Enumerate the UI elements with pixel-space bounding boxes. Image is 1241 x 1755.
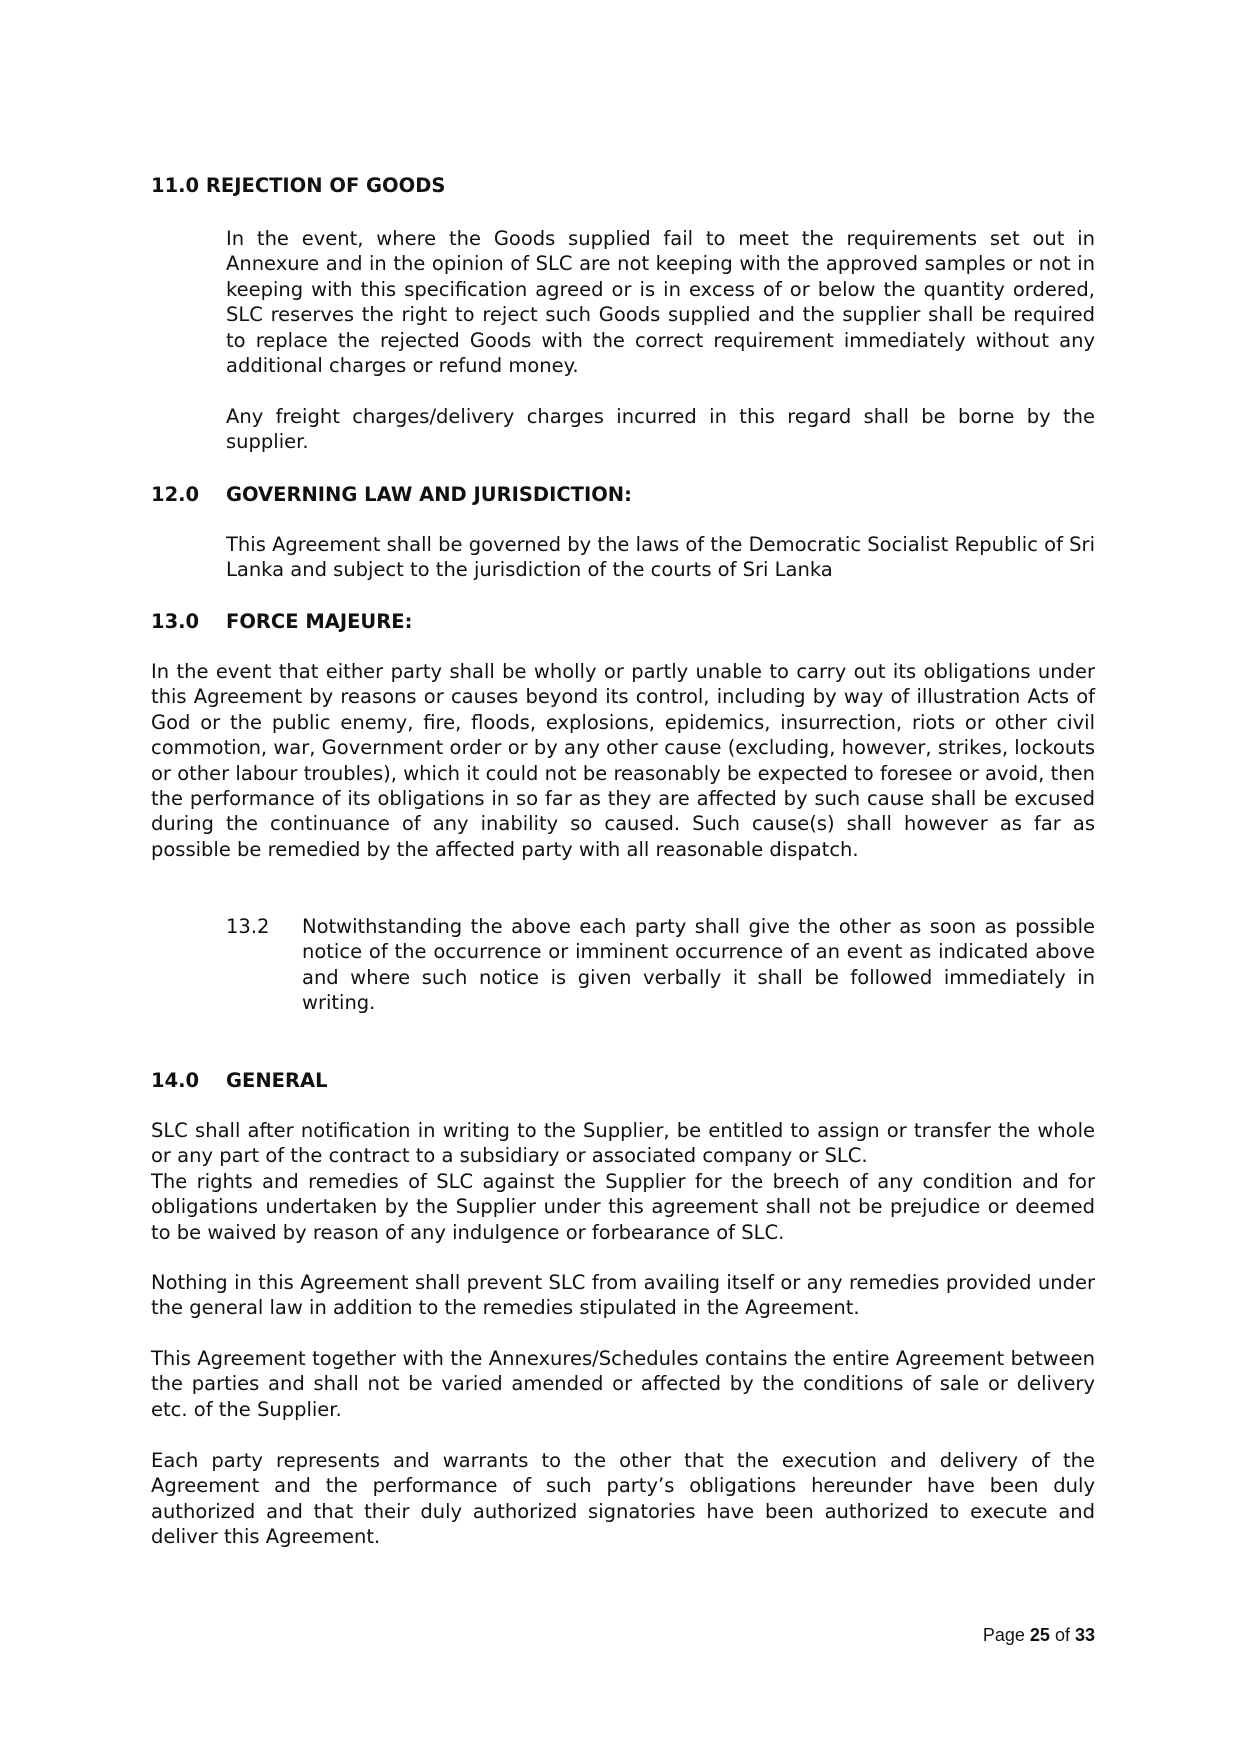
section-12-paragraph-1: This Agreement shall be governed by the laws of the Democratic Socialist Republic of Sri Lanka and subject to the jurisdiction of the courts of Sri Lanka — [226, 533, 1095, 582]
section-14-paragraph-4: Each party represents and warrants to the other that the execution and delivery of the Agreement and the performance of such party’s obligations hereunder have been duly authorized and that their duly authorized signatories have been authorized to execute and deliver this Agreement. — [151, 1449, 1095, 1549]
section-11-paragraph-2: Any freight charges/delivery charges incurred in this regard shall be borne by the supplier. — [226, 405, 1095, 454]
section-14-paragraph-1b: The rights and remedies of SLC against the Supplier for the breech of any condition and for obligations undertaken by the Supplier under this agreement shall not be prejudice or deemed to be waived by reason of any indulgence or forbearance of SLC. — [151, 1170, 1095, 1244]
page-number-footer — [983, 1623, 1095, 1648]
section-11-paragraph-1: In the event, where the Goods supplied fail to meet the requirements set out in Annexure and in the opinion of SLC are not keeping with the approved samples or not in keeping with this specification agreed or is in excess of or below the quantity ordered, SLC reserves the right to reject such Goods supplied and the supplier shall be required to replace the rejected Goods with the correct requirement immediately without any additional charges or refund money. — [226, 227, 1095, 378]
section-14-heading — [151, 1068, 328, 1093]
section-13-paragraph-1: In the event that either party shall be wholly or partly unable to carry out its obligations under this Agreement by reasons or causes beyond its control, including by way of illustration Acts of God or the public enemy, fire, floods, explosions, epidemics, insurrection, riots or other civil commotion, war, Government order or by any other cause (excluding, however, strikes, lockouts or other labour troubles), which it could not be reasonably be expected to foresee or avoid, then the performance of its obligations in so far as they are affected by such cause shall be excused during the continuance of any inability so caused. Such cause(s) shall however as far as possible be remedied by the affected party with all reasonable dispatch. — [151, 660, 1095, 861]
section-14-paragraph-2: Nothing in this Agreement shall prevent SLC from availing itself or any remedies provided under the general law in addition to the remedies stipulated in the Agreement. — [151, 1271, 1095, 1320]
section-13-number: 13.0 — [151, 610, 200, 633]
footer-page-word: Page — [982, 1625, 1025, 1645]
section-13-title: FORCE MAJEURE: — [226, 610, 413, 633]
section-14-paragraph-1a: SLC shall after notification in writing to the Supplier, be entitled to assign or transfer the whole or any part of the contract to a subsidiary or associated company or SLC. — [151, 1119, 1095, 1168]
section-14-number: 14.0 — [151, 1069, 200, 1092]
footer-current-page: 25 — [1029, 1625, 1050, 1645]
clause-13-2-text: Notwithstanding the above each party shall give the other as soon as possible notice of the occurrence or imminent occurrence of an event as indicated above and where such notice is given verbally it shall be followed immediately in writing. — [302, 915, 1095, 1015]
section-14-title: GENERAL — [226, 1069, 328, 1092]
section-12-heading — [151, 482, 632, 507]
section-12-title: GOVERNING LAW AND JURISDICTION: — [226, 483, 632, 506]
section-14-paragraph-3: This Agreement together with the Annexures/Schedules contains the entire Agreement between the parties and shall not be varied amended or affected by the conditions of sale or delivery etc. of the Supplier. — [151, 1347, 1095, 1421]
section-12-number: 12.0 — [151, 483, 200, 506]
footer-total-pages: 33 — [1074, 1625, 1095, 1645]
footer-of-word: of — [1054, 1625, 1070, 1645]
section-13-heading — [151, 609, 412, 634]
clause-13-2-number: 13.2 — [226, 915, 270, 938]
section-11-heading: 11.0 REJECTION OF GOODS — [151, 174, 446, 197]
